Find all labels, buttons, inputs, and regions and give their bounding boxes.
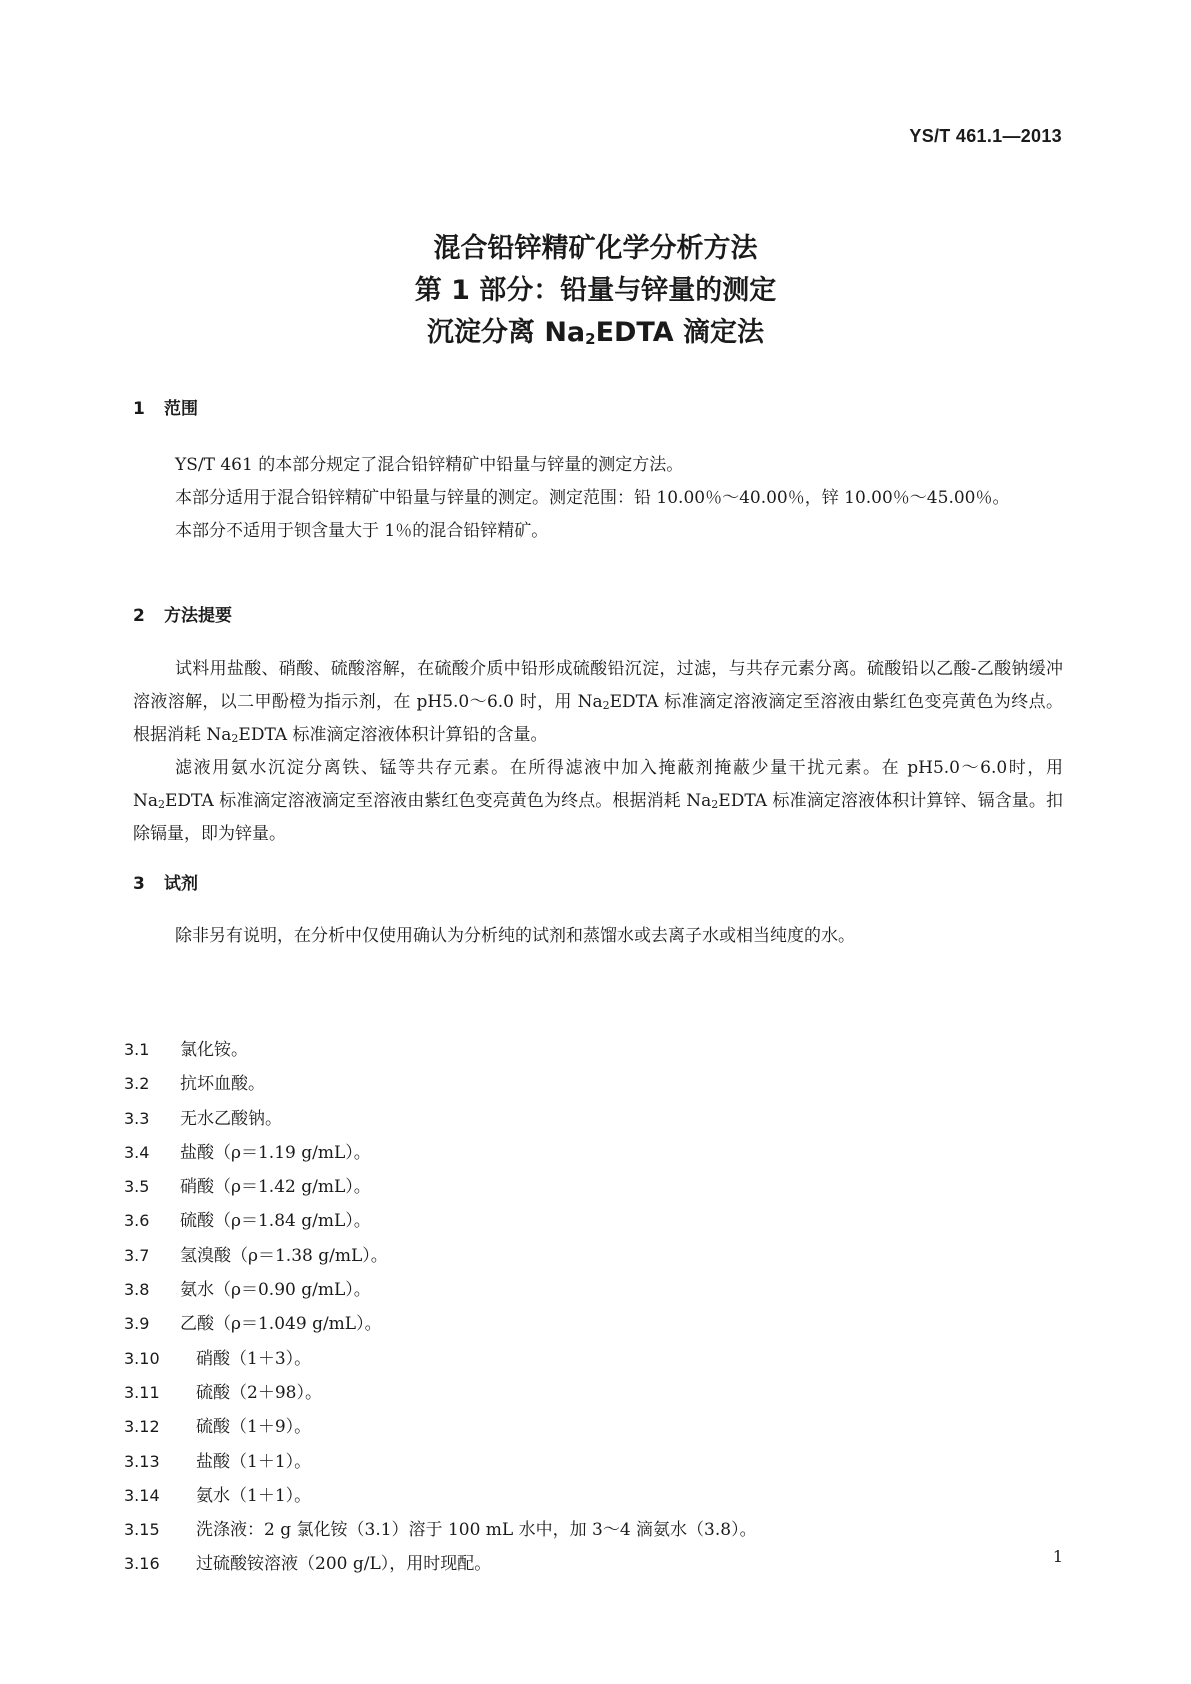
item-number: 3.6 <box>124 1211 150 1231</box>
na2-subscript: 2 <box>711 798 719 811</box>
list-item <box>124 1204 1064 1238</box>
item-number: 3.12 <box>124 1417 160 1437</box>
section-2-paragraph-1-part-a: 试料用盐酸、硝酸、硫酸溶解，在硫酸介质中铅形成硫酸铅沉淀，过滤，与共存元素分离。硫酸铅以乙酸-乙酸钠缓冲溶液溶解，以二甲酚橙为指示剂，在 pH5.0～6.0 时，用 Na <box>133 659 1063 712</box>
list-item <box>124 1410 1064 1444</box>
item-number: 3.14 <box>124 1485 160 1505</box>
section-1-heading <box>133 394 198 419</box>
list-item <box>124 1102 1064 1136</box>
item-text: 氨水（1＋1）。 <box>196 1485 312 1506</box>
title-line-3 <box>0 312 1191 354</box>
na2-subscript: 2 <box>158 798 166 811</box>
section-2-paragraph-2 <box>133 752 1063 851</box>
item-number: 3.1 <box>124 1040 150 1059</box>
section-2-paragraph-1-part-b: EDTA 标准滴定溶液滴定至溶液由紫红色变亮黄色为终点。根据消耗 Na <box>133 692 1063 745</box>
item-number: 3.5 <box>124 1177 150 1197</box>
list-item <box>124 1033 1064 1067</box>
item-number: 3.2 <box>124 1074 150 1094</box>
section-1-paragraph-3: 本部分不适用于钡含量大于 1％的混合铅锌精矿。 <box>175 521 549 541</box>
item-text: 硫酸（1＋9）。 <box>196 1417 312 1438</box>
reagent-list <box>124 1033 1064 1582</box>
item-text: 洗涤液：2 g 氯化铵（3.1）溶于 100 mL 水中，加 3～4 滴氨水（3.8）。 <box>196 1520 757 1541</box>
list-item <box>124 1273 1064 1307</box>
list-item <box>124 1170 1064 1204</box>
item-text: 硫酸（ρ＝1.84 g/mL）。 <box>180 1211 371 1232</box>
item-text: 氢溴酸（ρ＝1.38 g/mL）。 <box>180 1245 388 1266</box>
item-number: 3.9 <box>124 1314 150 1334</box>
item-text: 无水乙酸钠。 <box>180 1108 282 1129</box>
item-text: 盐酸（ρ＝1.19 g/mL）。 <box>180 1142 371 1163</box>
section-1-paragraph-1: YS/T 461 的本部分规定了混合铅锌精矿中铅量与锌量的测定方法。 <box>175 455 684 475</box>
section-2-number: 2 <box>133 606 145 626</box>
list-item <box>124 1445 1064 1479</box>
section-2-paragraph-2-part-c: EDTA 标准滴定溶液体积计算锌、镉含量。扣除镉量，即为锌量。 <box>133 791 1063 844</box>
section-1-title: 范围 <box>164 399 198 419</box>
list-item <box>124 1307 1064 1341</box>
title-line-3-post: EDTA 滴定法 <box>595 317 765 348</box>
title-line-3-sub: 2 <box>585 330 596 348</box>
na2-subscript: 2 <box>602 699 610 712</box>
item-text: 抗坏血酸。 <box>180 1074 265 1095</box>
section-3-heading <box>133 869 198 894</box>
item-text: 氯化铵。 <box>180 1040 248 1060</box>
item-number: 3.3 <box>124 1108 150 1128</box>
page-number: 1 <box>1052 1547 1063 1566</box>
item-text: 硫酸（2＋98）。 <box>196 1382 322 1403</box>
item-number: 3.4 <box>124 1142 150 1162</box>
list-item <box>124 1342 1064 1376</box>
item-number: 3.10 <box>124 1348 160 1368</box>
item-number: 3.13 <box>124 1451 160 1471</box>
item-number: 3.15 <box>124 1520 160 1540</box>
item-text: 硝酸（1＋3）。 <box>196 1348 312 1369</box>
item-text: 过硫酸铵溶液（200 g/L），用时现配。 <box>196 1554 492 1575</box>
section-2-heading <box>133 601 232 626</box>
list-item <box>124 1513 1064 1547</box>
title-line-2: 第 1 部分：铅量与锌量的测定 <box>414 275 777 306</box>
section-1-paragraph-2: 本部分适用于混合铅锌精矿中铅量与锌量的测定。测定范围：铅 10.00％～40.00％，锌 10.00％～45.00％。 <box>175 488 1010 508</box>
section-1-number: 1 <box>133 399 145 419</box>
title-line-3-pre: 沉淀分离 Na <box>426 317 586 348</box>
section-2-body <box>133 653 1063 851</box>
section-3-intro-text: 除非另有说明，在分析中仅使用确认为分析纯的试剂和蒸馏水或去离子水或相当纯度的水。 <box>175 926 855 946</box>
item-number: 3.11 <box>124 1382 160 1402</box>
section-3-number: 3 <box>133 874 145 894</box>
list-item <box>124 1547 1064 1581</box>
list-item <box>124 1376 1064 1410</box>
na2-subscript: 2 <box>231 732 239 745</box>
item-text: 乙酸（ρ＝1.049 g/mL）。 <box>180 1314 382 1335</box>
title-line-1: 混合铅锌精矿化学分析方法 <box>433 233 758 264</box>
document-title <box>0 228 1191 354</box>
list-item <box>124 1067 1064 1101</box>
list-item <box>124 1239 1064 1273</box>
standard-number: YS/T 461.1—2013 <box>909 126 1062 146</box>
list-item <box>124 1136 1064 1170</box>
section-2-paragraph-1-part-c: EDTA 标准滴定溶液体积计算铅的含量。 <box>238 725 548 745</box>
item-number: 3.16 <box>124 1554 160 1574</box>
section-3-intro <box>133 920 1063 953</box>
section-2-paragraph-1 <box>133 653 1063 752</box>
item-text: 硝酸（ρ＝1.42 g/mL）。 <box>180 1177 371 1198</box>
item-number: 3.8 <box>124 1280 150 1300</box>
list-item <box>124 1479 1064 1513</box>
section-2-paragraph-2-part-a: 滤液用氨水沉淀分离铁、锰等共存元素。在所得滤液中加入掩蔽剂掩蔽少量干扰元素。在 pH5.0～6.0时，用 Na <box>133 758 1063 811</box>
item-text: 氨水（ρ＝0.90 g/mL）。 <box>180 1280 371 1301</box>
section-1-body <box>133 449 1063 548</box>
section-2-paragraph-2-part-b: EDTA 标准滴定溶液滴定至溶液由紫红色变亮黄色为终点。根据消耗 Na <box>165 791 712 811</box>
section-3-title: 试剂 <box>164 874 198 894</box>
section-2-title: 方法提要 <box>164 606 232 626</box>
item-number: 3.7 <box>124 1245 150 1265</box>
item-text: 盐酸（1＋1）。 <box>196 1451 312 1472</box>
